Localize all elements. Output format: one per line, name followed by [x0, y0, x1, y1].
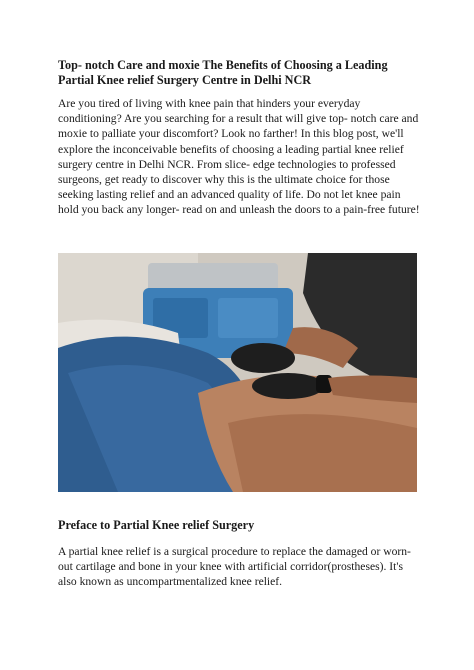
article-title: Top- notch Care and moxie The Benefits of Choosing a Leading Partial Knee relief Surgery Centre in Delhi NCR: [58, 58, 388, 87]
intro-paragraph: Are you tired of living with knee pain that hinders your everyday conditioning? Are you searching for a result that will give top- notch care and moxie to palliate your discomfort? Look no farther! In this blog post, we'll explore the inconceivable benefits of choosing a leading partial knee relief surgery centre in Delhi NCR. From slice- edge technologies to professed surgeons, get ready to discover why this is the ultimate choice for those seeking lasting relief and an advanced quality of life. Do not let knee pain hold you back any longer- read on and unleash the doors to a pain-free future!: [58, 97, 420, 217]
section-paragraph: A partial knee relief is a surgical procedure to replace the damaged or worn-out cartilage and bone in your knee with artificial corridor(prostheses). It's also known as uncompartmentalized knee relief.: [58, 545, 411, 589]
section-heading: Preface to Partial Knee relief Surgery: [58, 518, 255, 532]
knee-examination-photo: [58, 253, 417, 492]
